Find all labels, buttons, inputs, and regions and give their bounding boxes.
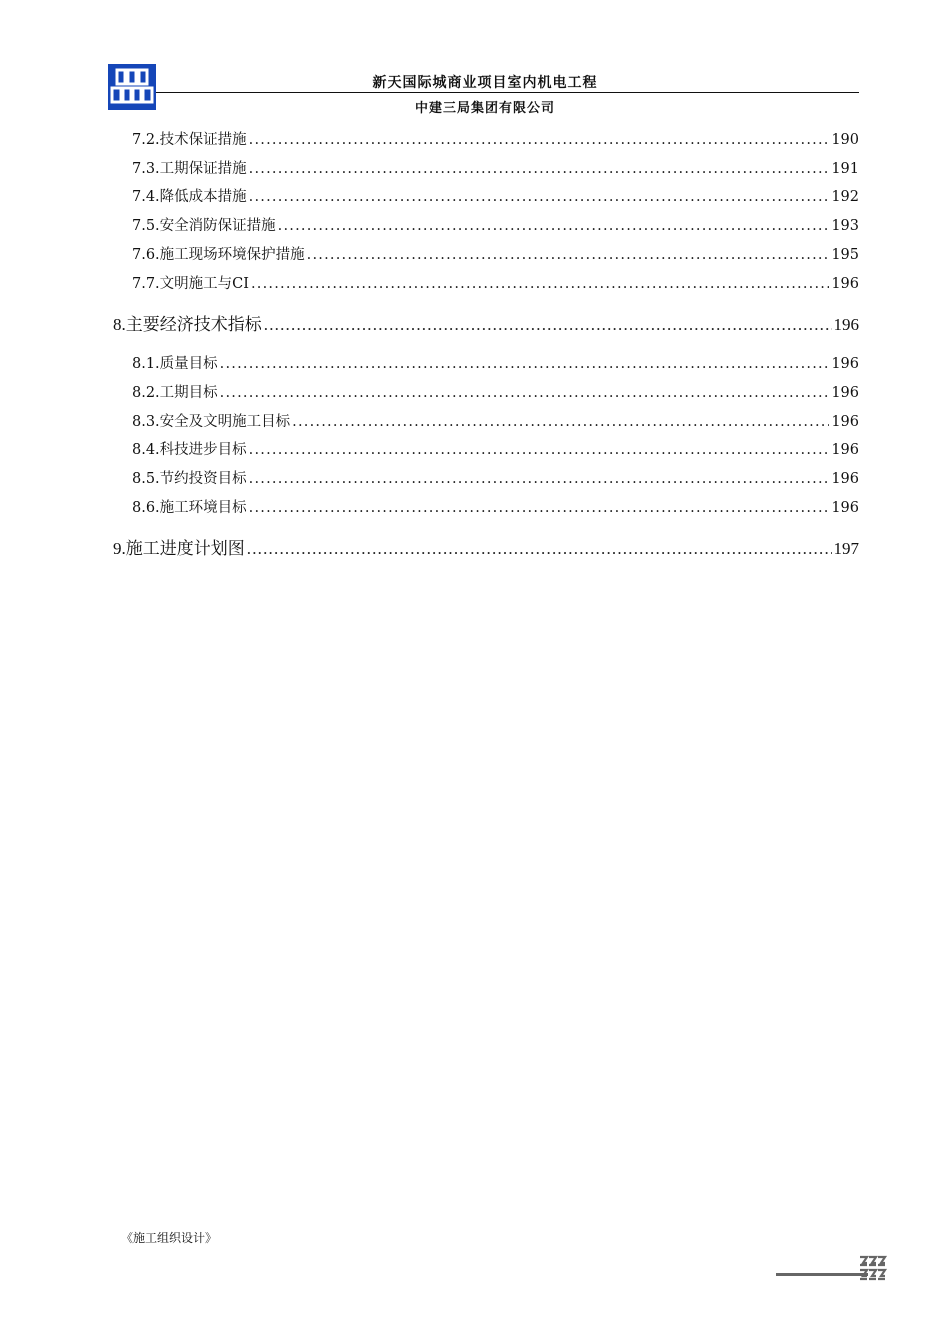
header-project-title: 新天国际城商业项目室内机电工程 xyxy=(372,75,598,91)
toc-label: 7.3.工期保证措施 xyxy=(132,161,247,177)
toc-entry-7-6[interactable] xyxy=(132,243,859,264)
footer-divider xyxy=(776,1273,868,1276)
toc-entry-7-7[interactable] xyxy=(132,272,859,293)
toc-leader-dots xyxy=(249,500,830,516)
toc-label: 8.6.施工环境目标 xyxy=(132,500,247,516)
toc-leader-dots xyxy=(307,247,830,263)
toc-entry-8-3[interactable] xyxy=(132,410,859,431)
toc-label: 7.7.文明施工与CI xyxy=(132,276,249,292)
toc-leader-dots xyxy=(292,414,829,430)
toc-leader-dots xyxy=(220,385,830,401)
toc-leader-dots xyxy=(249,161,830,177)
toc-entry-8-5[interactable] xyxy=(132,467,859,488)
toc-page-number: 191 xyxy=(831,161,859,177)
toc-label: 7.2.技术保证措施 xyxy=(132,132,247,148)
toc-leader-dots xyxy=(249,442,830,458)
toc-entry-8-6[interactable] xyxy=(132,496,859,517)
toc-page-number: 193 xyxy=(831,218,859,234)
toc-leader-dots xyxy=(249,471,830,487)
toc-page-number: 195 xyxy=(831,247,859,263)
toc-label: 9.施工进度计划图 xyxy=(113,539,245,558)
toc-leader-dots xyxy=(247,539,832,559)
toc-entry-7-2[interactable] xyxy=(132,128,859,149)
toc-label: 7.4.降低成本措施 xyxy=(132,189,247,205)
toc-label: 7.5.安全消防保证措施 xyxy=(132,218,276,234)
toc-entry-8-2[interactable] xyxy=(132,381,859,402)
toc-page-number: 196 xyxy=(831,356,859,372)
toc-entry-8[interactable] xyxy=(113,310,859,335)
toc-label: 8.2.工期目标 xyxy=(132,385,218,401)
header-divider xyxy=(156,92,859,93)
company-logo xyxy=(108,64,156,110)
toc-entry-7-3[interactable] xyxy=(132,157,859,178)
toc-page-number: 190 xyxy=(831,132,859,148)
toc-entry-9[interactable] xyxy=(113,534,859,559)
toc-entry-7-5[interactable] xyxy=(132,214,859,235)
toc-leader-dots xyxy=(249,189,830,205)
toc-leader-dots xyxy=(251,276,829,292)
toc-label: 8.4.科技进步目标 xyxy=(132,442,247,458)
toc-page-number: 197 xyxy=(833,539,859,558)
toc-label: 8.1.质量目标 xyxy=(132,356,218,372)
toc-label: 8.5.节约投资目标 xyxy=(132,471,247,487)
toc-leader-dots xyxy=(220,356,830,372)
toc-label: 7.6.施工现场环境保护措施 xyxy=(132,247,305,263)
toc-page-number: 196 xyxy=(831,500,859,516)
toc-label: 8.主要经济技术指标 xyxy=(113,315,262,334)
toc-entry-8-4[interactable] xyxy=(132,438,859,459)
toc-page-number: 196 xyxy=(831,385,859,401)
toc-leader-dots xyxy=(264,315,832,335)
toc-page-number: 192 xyxy=(831,189,859,205)
toc-label: 8.3.安全及文明施工目标 xyxy=(132,414,291,430)
toc-page-number: 196 xyxy=(831,442,859,458)
toc-page-number: 196 xyxy=(833,315,859,334)
toc-page-number: 196 xyxy=(831,471,859,487)
footer-document-title: 《施工组织设计》 xyxy=(121,1231,218,1245)
toc-leader-dots xyxy=(278,218,830,234)
toc-page-number: 196 xyxy=(831,276,859,292)
footer-decoration-icon xyxy=(858,1253,888,1283)
toc-entry-7-4[interactable] xyxy=(132,185,859,206)
toc-leader-dots xyxy=(249,132,830,148)
toc-page-number: 196 xyxy=(831,414,859,430)
toc-entry-8-1[interactable] xyxy=(132,352,859,373)
header-company-name: 中建三局集团有限公司 xyxy=(414,101,555,116)
